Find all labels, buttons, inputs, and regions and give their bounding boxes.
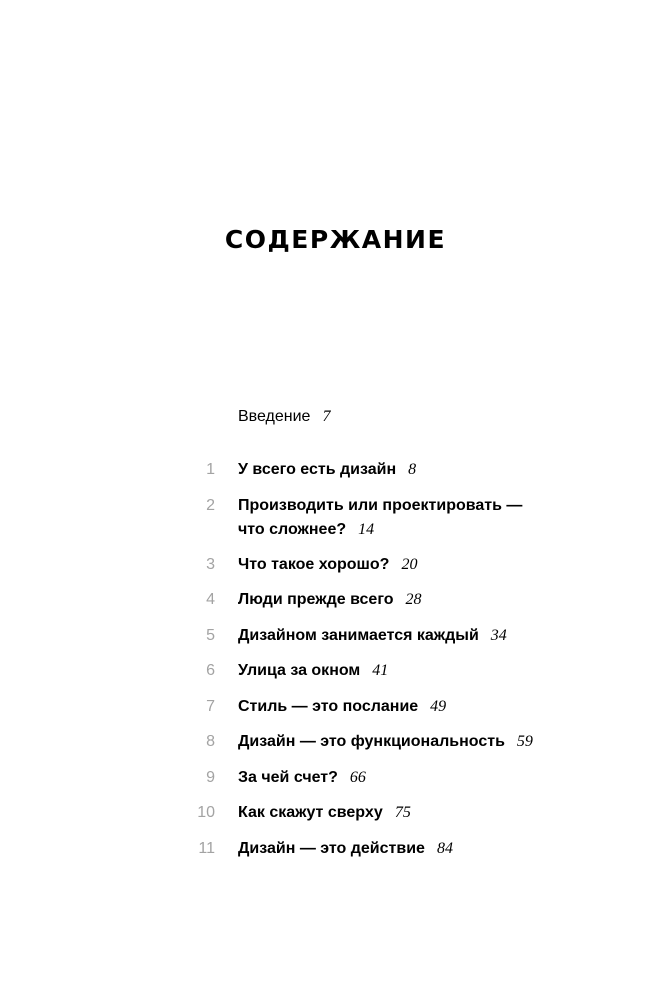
chapter-number: 3 — [206, 555, 215, 573]
toc-entry-7 — [0, 695, 671, 731]
toc-entry-1 — [0, 458, 671, 494]
chapter-title-text: За чей счет? — [238, 768, 338, 786]
toc-entry-4 — [0, 588, 671, 624]
chapter-title — [238, 730, 568, 754]
chapter-title-text: Стиль — это послание — [238, 697, 419, 715]
chapter-title — [238, 494, 568, 542]
chapter-number: 11 — [198, 839, 215, 857]
chapter-title-text: Дизайн — это функциональность — [238, 733, 505, 750]
chapter-title — [238, 458, 568, 482]
chapter-title-text: Улица за окном — [238, 662, 361, 679]
toc-entry-11 — [0, 837, 671, 873]
chapter-number: 2 — [206, 496, 215, 514]
toc-entry-5 — [0, 624, 671, 660]
chapter-page: 66 — [349, 768, 366, 786]
chapter-title-text: Что такое хорошо? — [238, 555, 390, 573]
chapter-number: 6 — [206, 662, 215, 679]
toc-entry-6 — [0, 659, 671, 695]
chapter-page: 75 — [394, 804, 411, 821]
chapter-page: 49 — [430, 697, 447, 715]
chapter-title-line-2: что сложнее? — [238, 520, 347, 538]
chapter-title — [238, 695, 568, 719]
toc-entry-9 — [0, 766, 671, 802]
chapter-page: 14 — [358, 520, 375, 538]
chapter-number: 8 — [206, 733, 215, 750]
chapter-page: 20 — [401, 555, 418, 573]
toc-entry-2 — [0, 494, 671, 553]
toc-intro-label: Введение — [238, 408, 311, 425]
chapter-number: 7 — [206, 697, 215, 715]
chapter-title-text: Как скажут сверху — [238, 804, 383, 821]
chapter-number: 1 — [206, 461, 215, 478]
toc-entry-8 — [0, 730, 671, 766]
chapter-number: 5 — [206, 626, 215, 644]
chapter-title — [238, 659, 568, 683]
chapter-title — [238, 766, 568, 790]
chapter-number: 4 — [206, 591, 215, 608]
chapter-page: 59 — [516, 733, 533, 750]
chapter-title-line-1: Производить или проектировать — — [238, 496, 523, 514]
chapter-page: 41 — [372, 662, 389, 679]
chapter-title — [238, 588, 568, 612]
chapter-page: 34 — [490, 626, 507, 644]
table-of-contents — [0, 458, 671, 872]
chapter-title-text: Дизайн — это действие — [238, 839, 425, 857]
chapter-title — [238, 837, 568, 861]
chapter-number: 10 — [197, 804, 215, 821]
chapter-page: 28 — [405, 591, 422, 608]
chapter-title-text: Дизайном занимается каждый — [238, 626, 479, 644]
toc-entry-10 — [0, 801, 671, 837]
chapter-title-text: У всего есть дизайн — [238, 461, 397, 478]
chapter-page: 8 — [408, 461, 417, 478]
page-title: СОДЕРЖАНИЕ — [224, 225, 447, 254]
chapter-page: 84 — [436, 839, 453, 857]
chapter-title-text: Люди прежде всего — [238, 591, 394, 608]
chapter-title — [238, 553, 568, 577]
chapter-title — [238, 624, 568, 648]
chapter-number: 9 — [206, 768, 215, 786]
toc-entry-3 — [0, 553, 671, 589]
toc-intro-page: 7 — [322, 408, 331, 425]
chapter-title — [238, 801, 568, 825]
toc-intro — [238, 406, 330, 428]
